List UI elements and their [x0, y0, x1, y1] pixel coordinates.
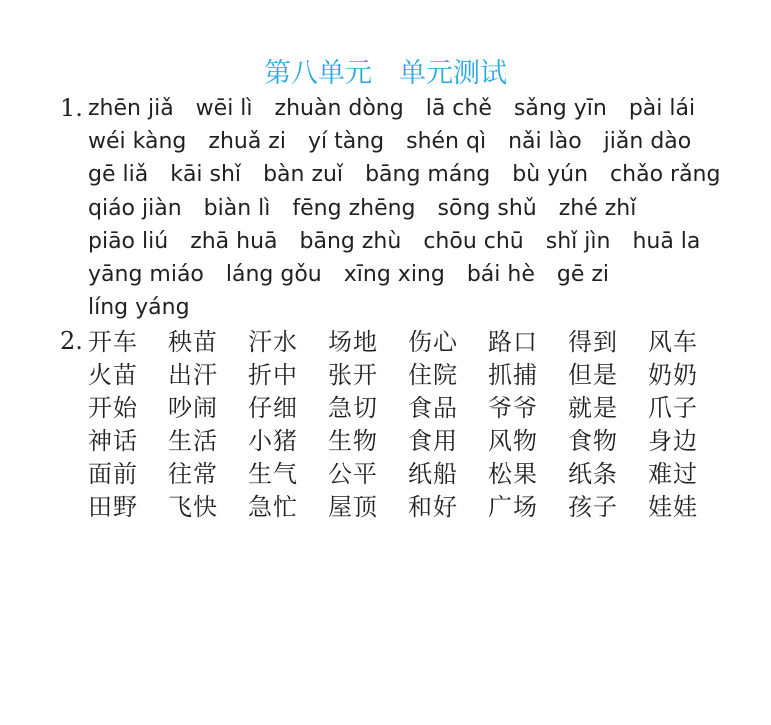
word: 张开 [328, 361, 378, 389]
word: 开始 [88, 394, 138, 422]
word: 伤心 [408, 328, 458, 356]
pinyin-word: fēng zhēng [292, 196, 416, 221]
pinyin-word: yāng miáo [88, 262, 204, 287]
word: 神话 [88, 427, 138, 455]
pinyin-word: lā chě [425, 96, 492, 121]
word: 汗水 [248, 328, 298, 356]
word: 火苗 [88, 361, 138, 389]
word: 屋顶 [328, 493, 378, 521]
pinyin-word: yí tàng [307, 129, 385, 154]
page-title: 第八单元 单元测试 [264, 58, 507, 89]
pinyin-row [88, 225, 722, 258]
word: 纸船 [408, 460, 458, 488]
word: 食物 [568, 427, 618, 455]
word: 和好 [408, 493, 458, 521]
word-row [88, 358, 728, 392]
question-2-number: 2. [60, 327, 83, 355]
pinyin-word: shén qì [406, 129, 487, 154]
pinyin-word: sǎng yīn [513, 96, 607, 121]
word: 路口 [488, 328, 538, 356]
pinyin-word: gē liǎ [88, 162, 149, 187]
pinyin-word: kāi shǐ [170, 162, 242, 187]
word: 奶奶 [648, 361, 698, 389]
word: 往常 [168, 460, 218, 488]
pinyin-word: shǐ jìn [545, 229, 611, 254]
pinyin-word: zhuàn dòng [274, 96, 404, 121]
question-1 [60, 92, 740, 327]
word: 场地 [328, 328, 378, 356]
pinyin-row [88, 92, 717, 125]
word: 娃娃 [648, 493, 698, 521]
pinyin-word: wēi lì [195, 96, 253, 121]
word-row [88, 490, 728, 524]
word: 住院 [408, 361, 458, 389]
word: 食品 [408, 394, 458, 422]
word: 秧苗 [168, 328, 218, 356]
pinyin-word: nǎi lào [508, 129, 582, 154]
pinyin-word: láng gǒu [225, 262, 322, 287]
word: 纸条 [568, 460, 618, 488]
word: 公平 [328, 460, 378, 488]
pinyin-row [88, 291, 212, 324]
word: 急切 [328, 394, 378, 422]
word: 飞快 [168, 493, 218, 521]
pinyin-word: bāng zhù [299, 229, 402, 254]
pinyin-word: zhā huā [190, 229, 278, 254]
word: 松果 [488, 460, 538, 488]
pinyin-row [88, 125, 713, 158]
word-row [88, 325, 728, 359]
pinyin-word: pài lái [628, 96, 696, 121]
pinyin-word: zhuǎ zi [208, 129, 286, 154]
pinyin-word: huā la [632, 229, 701, 254]
pinyin-word: zhēn jiǎ [88, 96, 174, 121]
pinyin-word: chǎo rǎng [610, 162, 721, 187]
word: 身边 [648, 427, 698, 455]
word: 生物 [328, 427, 378, 455]
word: 风物 [488, 427, 538, 455]
word-row [88, 391, 728, 425]
pinyin-word: jiǎn dào [603, 129, 692, 154]
word: 生活 [168, 427, 218, 455]
word: 吵闹 [168, 394, 218, 422]
word: 难过 [648, 460, 698, 488]
word: 风车 [648, 328, 698, 356]
word: 仔细 [248, 394, 298, 422]
word: 出汗 [168, 361, 218, 389]
word: 广场 [488, 493, 538, 521]
word: 爪子 [648, 394, 698, 422]
pinyin-row [88, 158, 742, 191]
pinyin-row [88, 258, 631, 291]
pinyin-word: líng yáng [88, 295, 190, 320]
question-1-number: 1. [60, 94, 83, 122]
pinyin-word: chōu chū [423, 229, 524, 254]
question-2 [60, 325, 740, 530]
word: 抓捕 [488, 361, 538, 389]
pinyin-word: sōng shǔ [437, 196, 537, 221]
pinyin-word: bù yún [512, 162, 589, 187]
word: 面前 [88, 460, 138, 488]
word-row [88, 424, 728, 458]
word: 爷爷 [488, 394, 538, 422]
word: 得到 [568, 328, 618, 356]
word: 食用 [408, 427, 458, 455]
word: 但是 [568, 361, 618, 389]
word: 就是 [568, 394, 618, 422]
pinyin-row [88, 192, 658, 225]
word: 折中 [248, 361, 298, 389]
pinyin-word: biàn lì [203, 196, 271, 221]
pinyin-word: xīng xing [343, 262, 445, 287]
word: 开车 [88, 328, 138, 356]
pinyin-word: qiáo jiàn [88, 196, 182, 221]
word: 小猪 [248, 427, 298, 455]
pinyin-word: wéi kàng [88, 129, 187, 154]
word: 孩子 [568, 493, 618, 521]
word: 急忙 [248, 493, 298, 521]
pinyin-word: piāo liú [88, 229, 169, 254]
pinyin-word: bāng máng [365, 162, 491, 187]
word: 生气 [248, 460, 298, 488]
pinyin-word: gē zi [556, 262, 610, 287]
pinyin-word: bái hè [466, 262, 535, 287]
pinyin-word: zhé zhǐ [558, 196, 637, 221]
word-row [88, 457, 728, 491]
pinyin-word: bàn zuǐ [263, 162, 344, 187]
word: 田野 [88, 493, 138, 521]
